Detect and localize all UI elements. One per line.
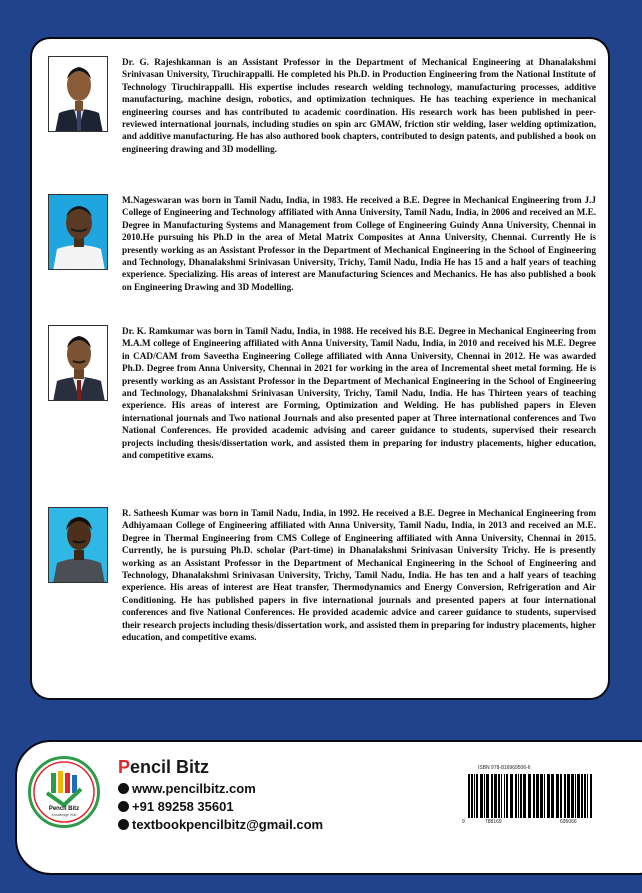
barcode-bar xyxy=(476,774,478,818)
barcode-bar xyxy=(480,774,483,818)
author-bio: R. Satheesh Kumar was born in Tamil Nadu, India, in 1992. He received a B.E. Degree in Mechanical Engineering from Adhiyamaan College of Engineering affiliated with Anna University, Tamil Nadu, India, in 2013 and received an M.E. Degree in Thermal Engineering from CMS College of Engineering affiliated with Anna University, Chennai in 2015. Currently, he is pursuing Ph.D. scholar (Part-time) in Dhanalakshmi Srinivasan University Trichy. He is presently working as an Assistant Professor in the Department of Mechanical Engineering in the School of Engineering and Technology, Dhanalakshmi Srinivasan University, Trichy, Tamil Nadu, India. He has ten and a half years of teaching experience. His areas of interest are Heat transfer, Thermodynamics and Energy Conversion, Refrigeration and Air Conditioning. He has published papers in five international journals and presented papers at four international conferences and five National Conferences. He provided academic advice and career guidance to students, supervised their research projects including thesis/dissertation work, and assisted them in preparing for industry placements, higher education, and competitive exams. xyxy=(122,508,596,643)
barcode-bar xyxy=(575,774,576,818)
publisher-name-initial: P xyxy=(118,757,131,777)
barcode-bar xyxy=(523,774,526,818)
barcode-bar xyxy=(471,774,473,818)
barcode-bar xyxy=(551,774,554,818)
barcode-bar xyxy=(547,774,550,818)
barcode-bar xyxy=(528,774,531,818)
biography-card xyxy=(30,37,610,700)
barcode-bar xyxy=(474,774,475,818)
author-photo xyxy=(48,507,108,583)
barcode-bar xyxy=(468,774,470,818)
barcode-bar xyxy=(498,774,500,818)
barcode-bar xyxy=(584,774,586,818)
barcode-bar xyxy=(484,774,485,818)
email-address[interactable]: textbookpencilbitz@gmail.com xyxy=(132,817,324,832)
barcode-bar xyxy=(491,774,493,818)
barcode-bar xyxy=(506,774,508,818)
barcode-bar xyxy=(581,774,583,818)
barcode-bar xyxy=(556,774,559,818)
phone-row xyxy=(118,799,234,814)
barcode-bar xyxy=(564,774,566,818)
author-bio: Dr. G. Rajeshkannan is an Assistant Professor in the Department of Mechanical Engineering at Dhanalakshmi Srinivasan University, Tiruchirappalli. He completed his Ph.D. in Production Engineering from the National Institute of Technology Tiruchirappalli. His expertise includes research welding technology, manufacturing processes, additive manufacturing, machine design, robotics, and optimization techniques. He has teaching experience in mechanical engineering courses and has contributed to academic coordination. His research work has been published in peer-reviewed international journals, including studies on spin arc GMAW, friction stir welding, laser welding optimization, and additive manufacturing. He has also authored book chapters, contributed to design patents, and published a book on engineering drawing and 3D modelling. xyxy=(122,57,596,154)
barcode-bar xyxy=(587,774,588,818)
publisher-logo xyxy=(28,756,100,828)
barcode-bar xyxy=(504,774,505,818)
barcode-left-digit: 9 xyxy=(462,819,465,825)
barcode-bar xyxy=(533,774,535,818)
isbn-label: ISBN 978-816969506-6 xyxy=(478,765,531,771)
phone-icon xyxy=(118,801,129,812)
barcode-bar xyxy=(544,774,545,818)
phone-number[interactable]: +91 89258 35601 xyxy=(132,799,234,814)
barcode-bar xyxy=(518,774,519,818)
author-photo xyxy=(48,194,108,270)
barcode-bar xyxy=(567,774,570,818)
barcode-bar xyxy=(486,774,489,818)
barcode-bar xyxy=(571,774,574,818)
barcode-bar xyxy=(577,774,580,818)
website-row xyxy=(118,781,256,796)
barcode-bar xyxy=(515,774,517,818)
publisher-name-rest: encil Bitz xyxy=(130,757,210,777)
barcode-bar xyxy=(540,774,543,818)
website-link[interactable]: www.pencilbitz.com xyxy=(132,781,256,796)
author-photo xyxy=(48,56,108,132)
barcode-bar xyxy=(494,774,497,818)
barcode-bar xyxy=(560,774,562,818)
publisher-name xyxy=(118,757,209,778)
mail-icon xyxy=(118,819,129,830)
barcode-bar xyxy=(590,774,592,818)
barcode-bar xyxy=(501,774,502,818)
author-photo xyxy=(48,325,108,401)
barcode-right-group: 695066 xyxy=(560,819,577,825)
barcode xyxy=(448,764,604,828)
barcode-bar xyxy=(520,774,522,818)
barcode-bar xyxy=(510,774,513,818)
author-bio: Dr. K. Ramkumar was born in Tamil Nadu, India, in 1988. He received his B.E. Degree in Mechanical Engineering from M.A.M college of Engineering affiliated with Anna University, Tamil Nadu, India, in 2010 and received his M.E. Degree in CAD/CAM from Saveetha Engineering College affiliated with Anna University, Chennai in 2012. He was awarded Ph.D. Degree from Anna University, Chennai in 2021 for working in the area of Incremental sheet metal forming. He is presently working as an Assistant Professor in the Department of Mechanical Engineering in the School of Engineering and Technology, Dhanalakshmi Srinivasan University, Trichy, Tamil Nadu, India. He has Thirteen years of teaching experience. His areas of interest are Forming, Optimization and Welding. He has published papers in Eleven international journals and Two national Journals and also presented paper at Three international conferences and Two National Conferences. He provided academic advising and career guidance to students, supervised their research projects including thesis/dissertation work, and assisted them in preparing for industry placements, higher education, and competitive exams. xyxy=(122,326,596,461)
logo-tagline: Knowledge Hub xyxy=(51,813,77,817)
globe-icon xyxy=(118,783,129,794)
email-row xyxy=(118,817,323,832)
logo-text: Pencil Bitz xyxy=(48,806,80,812)
barcode-bar xyxy=(536,774,539,818)
author-bio: M.Nageswaran was born in Tamil Nadu, India, in 1983. He received a B.E. Degree in Mechanical Engineering from J.J College of Engineering and Technology affiliated with Anna University, Tamil Nadu, India, in 2006 and received an M.E. Degree in Manufacturing Systems and Management from College of Engineering Guindy Anna University, Chennai in 2010.He pursuing his Ph.D in the area of Metal Matrix Composites at Anna University, Chennai. Currently He is presently working as an Assistant Professor in the Department of Mechanical Engineering in the School of Engineering and Technology, Dhanalakshmi Srinivasan University, Trichy, Tamil Nadu, India He has 15 and a half years of teaching experience. Specializing. His areas of interest are Manufacturing Sciences and Mechanics. He has also published a book on Engineering Drawing and 3D Modelling. xyxy=(122,195,596,292)
barcode-left-group: 788169 xyxy=(485,819,502,825)
barcode-bars xyxy=(448,764,604,828)
